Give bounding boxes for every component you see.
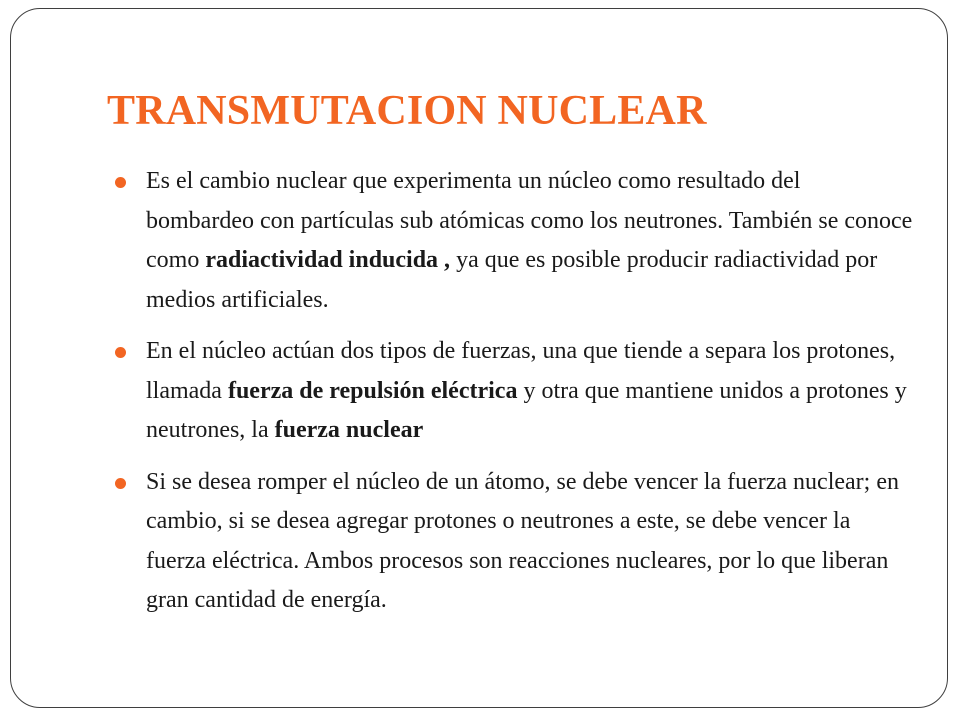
- bullet-list: [114, 162, 914, 633]
- bullet-bold-term: fuerza de repulsión eléctrica: [227, 377, 518, 404]
- bullet-dot-icon: [115, 478, 126, 489]
- bullet-text-segment: En el núcleo actúan dos tipos de fuerzas, una que tiende a separa los protones, llamada: [146, 338, 896, 404]
- bullet-dot-icon: [115, 177, 126, 188]
- bullet-text-segment: Si se desea romper el núcleo de un átomo, se debe vencer la fuerza nuclear; en cambio, si se desea agregar protones o neutrones a este, se debe vencer la fuerza eléctrica. Ambos procesos son reacciones nucleares, por lo que liberan gran cantidad de energía.: [146, 468, 899, 613]
- bullet-item-1: [114, 162, 914, 320]
- bullet-text-segment: y otra que mantiene unidos a protones y neutrones, la: [146, 377, 907, 443]
- bullet-text-segment: Es el cambio nuclear que experimenta un núcleo como resultado del bombardeo con partículas sub atómicas como los neutrones. También se conoce como: [146, 168, 913, 273]
- bullet-dot-icon: [115, 347, 126, 358]
- slide-frame: [10, 8, 948, 708]
- bullet-bold-term: fuerza nuclear: [274, 417, 424, 443]
- slide-title: TRANSMUTACION NUCLEAR: [107, 88, 707, 134]
- bullet-item-3: [114, 463, 914, 621]
- bullet-text-segment: ya que es posible producir radiactividad por medios artificiales.: [146, 247, 878, 313]
- bullet-item-2: [114, 332, 914, 451]
- bullet-bold-term: radiactividad inducida ,: [205, 247, 451, 273]
